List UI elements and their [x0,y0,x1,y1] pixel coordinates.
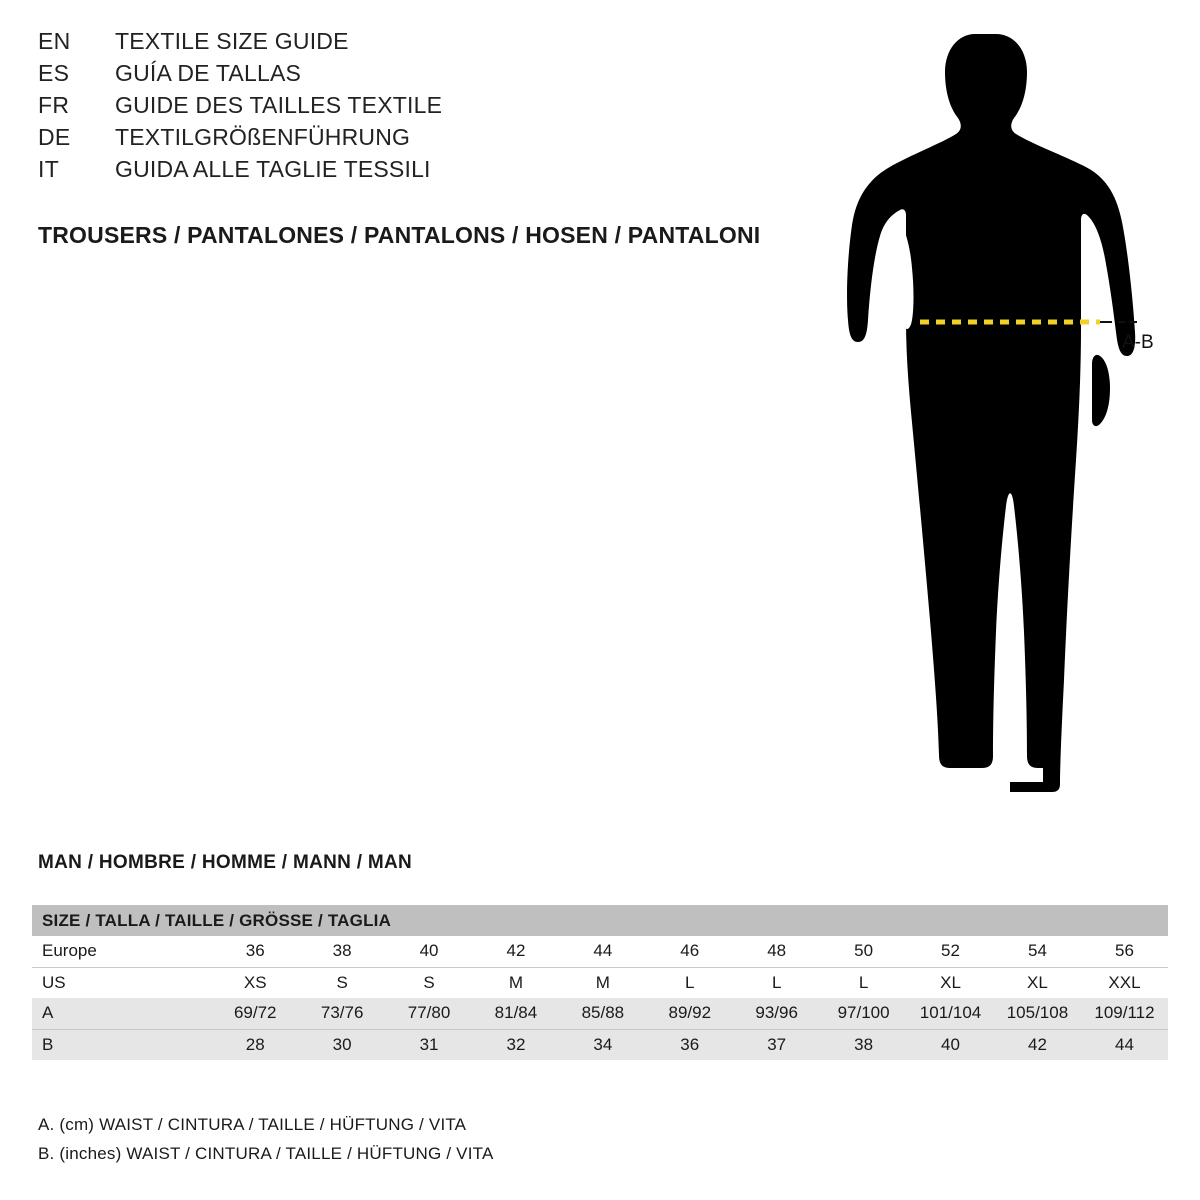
language-title: GUIDA ALLE TAGLIE TESSILI [115,156,431,182]
table-cell: 40 [907,1029,994,1060]
table-cell: M [473,967,560,998]
table-cell: M [559,967,646,998]
table-cell: 46 [646,936,733,967]
language-title: GUIDE DES TAILLES TEXTILE [115,92,443,118]
figure-area [800,20,1200,810]
table-cell: 44 [1081,1029,1168,1060]
language-row [38,92,838,124]
row-label: A [32,998,212,1029]
language-code: EN [38,28,71,54]
table-cell: 28 [212,1029,299,1060]
table-cell: 97/100 [820,998,907,1029]
table-cell: 52 [907,936,994,967]
table-cell: 30 [299,1029,386,1060]
language-title: TEXTILE SIZE GUIDE [115,28,349,54]
language-row [38,28,838,60]
table-cell: S [386,967,473,998]
table-cell: 40 [386,936,473,967]
language-header-block [38,28,838,188]
language-title: TEXTILGRÖßENFÜHRUNG [115,124,411,150]
table-cell: 73/76 [299,998,386,1029]
table-cell: 93/96 [733,998,820,1029]
table-cell: S [299,967,386,998]
man-silhouette-icon [800,20,1200,810]
table-cell: 85/88 [559,998,646,1029]
language-code: IT [38,156,60,182]
table-cell: 34 [559,1029,646,1060]
table-cell: 42 [473,936,560,967]
table-row [32,998,1168,1029]
table-header-row [32,905,1168,936]
garment-type-title: TROUSERS / PANTALONES / PANTALONS / HOSEN / PANTALONI [38,222,761,248]
table-cell: 89/92 [646,998,733,1029]
table-cell: 32 [473,1029,560,1060]
row-label: Europe [32,936,212,967]
footnotes-block [38,1110,494,1168]
language-row [38,124,838,156]
gender-section-title: MAN / HOMBRE / HOMME / MANN / MAN [38,852,413,873]
table-row [32,967,1168,998]
table-cell: 48 [733,936,820,967]
table-row [32,936,1168,967]
language-code: FR [38,92,70,118]
table-cell: 101/104 [907,998,994,1029]
language-title: GUÍA DE TALLAS [115,60,302,86]
table-cell: L [820,967,907,998]
size-table [32,905,1168,1060]
table-cell: 109/112 [1081,998,1168,1029]
row-label: US [32,967,212,998]
table-cell: 50 [820,936,907,967]
table-cell: 77/80 [386,998,473,1029]
language-row [38,60,838,92]
language-code: ES [38,60,70,86]
table-cell: XXL [1081,967,1168,998]
table-cell: XS [212,967,299,998]
waist-measure-label: A-B [1122,332,1154,353]
table-header-label: SIZE / TALLA / TAILLE / GRÖSSE / TAGLIA [32,905,1168,936]
table-cell: 37 [733,1029,820,1060]
table-cell: 38 [820,1029,907,1060]
table-cell: 42 [994,1029,1081,1060]
footnote-b: B. (inches) WAIST / CINTURA / TAILLE / HÜFTUNG / VITA [38,1144,494,1163]
table-cell: 31 [386,1029,473,1060]
row-label: B [32,1029,212,1060]
table-cell: XL [994,967,1081,998]
table-cell: 81/84 [473,998,560,1029]
language-row [38,156,838,188]
table-cell: L [646,967,733,998]
table-cell: 54 [994,936,1081,967]
footnote-a: A. (cm) WAIST / CINTURA / TAILLE / HÜFTUNG / VITA [38,1115,467,1134]
table-cell: 56 [1081,936,1168,967]
table-cell: 38 [299,936,386,967]
table-cell: 105/108 [994,998,1081,1029]
table-cell: XL [907,967,994,998]
table-cell: L [733,967,820,998]
table-cell: 36 [212,936,299,967]
table-cell: 69/72 [212,998,299,1029]
table-cell: 44 [559,936,646,967]
table-cell: 36 [646,1029,733,1060]
table-row [32,1029,1168,1060]
language-code: DE [38,124,71,150]
